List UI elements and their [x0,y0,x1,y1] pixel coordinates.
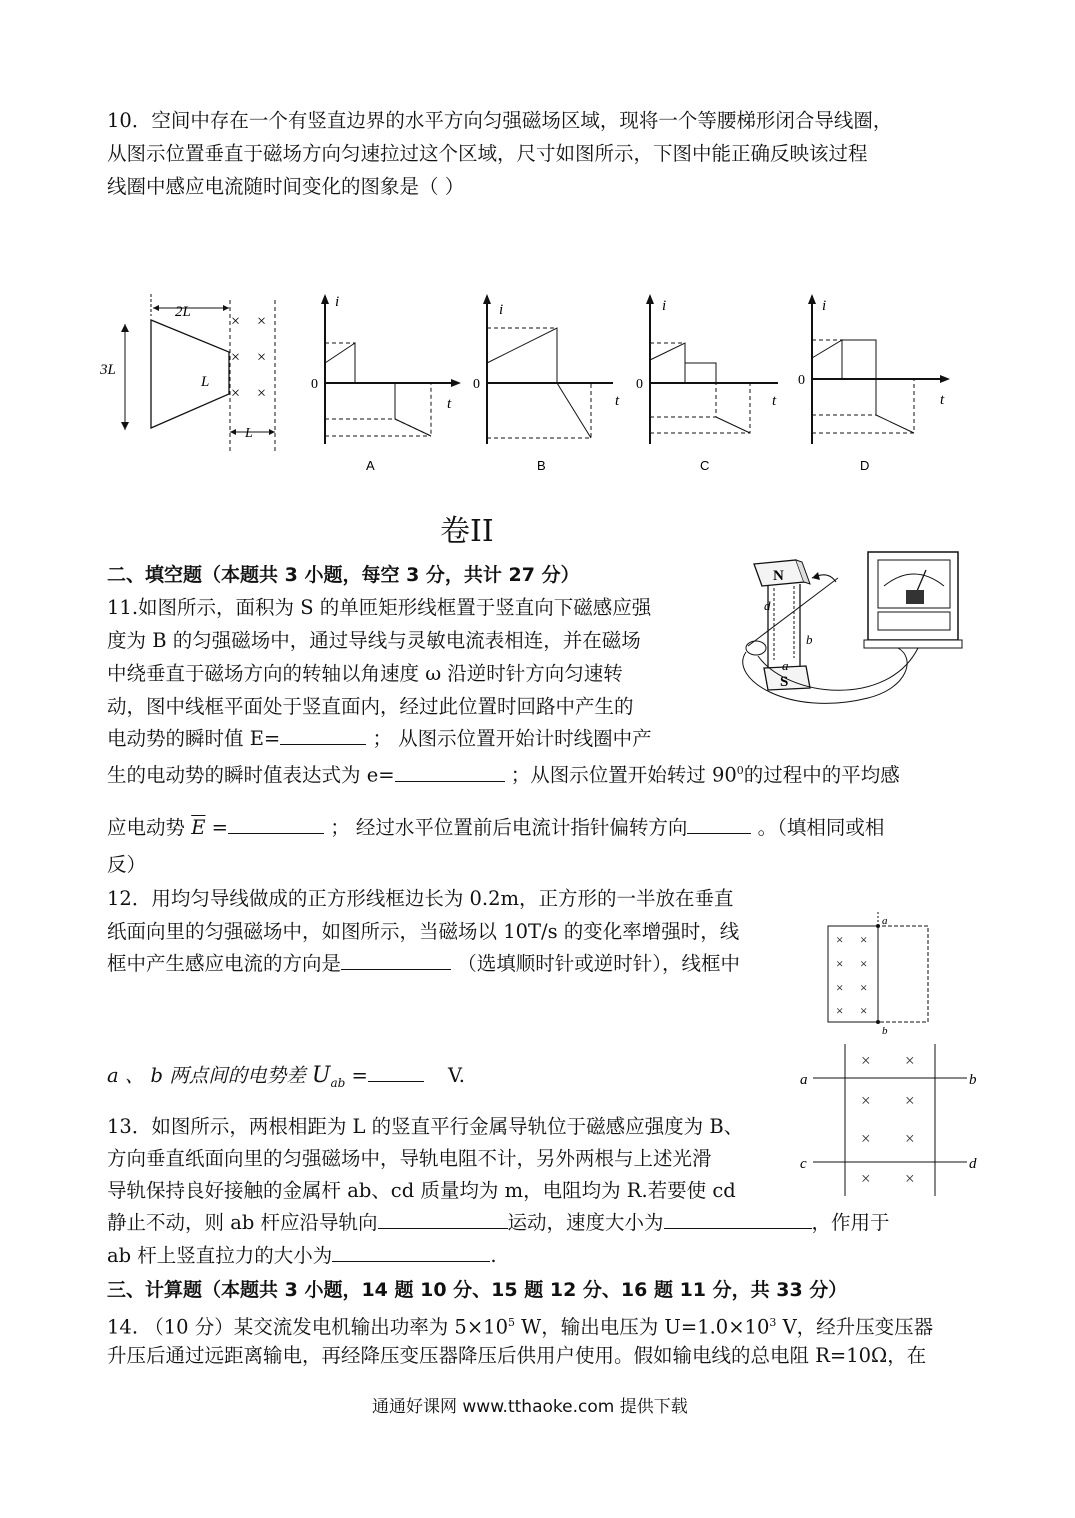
q13-prompt: . [490,1244,497,1267]
cross-mark: × [905,1169,915,1188]
q11-line-3: 中绕垂直于磁场方向的转轴以角速度 ω 沿逆时针方向匀速转 [107,662,623,685]
q12-line-1: 12．用均匀导线做成的正方形线框边长为 0.2m，正方形的一半放在垂直 [107,887,734,910]
q12-prompt: V. [448,1064,465,1087]
q10-line-2: 从图示位置垂直于磁场方向匀速拉过这个区域，尺寸如图所示，下图中能正确反映该过程 [107,142,868,165]
cross-mark: × [257,313,267,330]
graph-option-a [305,292,465,472]
q12-prompt: a 、 b 两点间的电势差 [107,1064,312,1087]
q10-line-3: 线圈中感应电流随时间变化的图象是（ ） [107,175,465,198]
q14-prompt: W，输出电压为 U=1.0×10 [514,1315,770,1339]
rails-figure [795,1040,985,1200]
graph-option-c [630,292,790,472]
q11-line-1: 11.如图所示，面积为 S 的单匝矩形线框置于竖直向下磁感应强 [107,596,652,619]
rod-end-b-label: b [969,1072,977,1088]
axis-i-label: i [335,294,340,310]
generator-galvanometer-figure [728,548,973,723]
page-footer: 通通好课网 www.tthaoke.com 提供下载 [372,1397,688,1417]
south-pole-label: S [780,674,789,690]
q13-prompt: 静止不动，则 ab 杆应沿导轨向 [107,1211,378,1234]
q12-prompt: （选填顺时针或逆时针），线框中 [457,952,740,975]
label-3L: 3L [100,362,116,378]
cross-mark: × [836,980,844,995]
coil-label-d: d [764,598,771,613]
q11-prompt: 的过程中的平均感 [743,763,900,787]
answer-blank[interactable] [341,951,451,970]
q11-prompt: = [205,816,228,839]
answer-blank[interactable] [395,763,505,782]
cross-mark: × [860,956,868,971]
q11-prompt: 。（填相同或相 [757,816,885,839]
cross-mark: × [836,956,844,971]
q13-prompt: 运动，速度大小为 [507,1211,664,1234]
q11-prompt: 电动势的瞬时值 E= [107,727,281,750]
axis-t-label: t [940,392,945,408]
rod-end-c-label: c [800,1156,807,1172]
label-L-bottom: L [245,426,253,441]
q11-line-7 [107,815,884,841]
q13-line-1: 13．如图所示，两根相距为 L 的竖直平行金属导轨位于磁感应强度为 B、 [107,1115,744,1138]
q12-prompt: 框中产生感应电流的方向是 [107,952,342,975]
q13-prompt: ab 杆上竖直拉力的大小为 [107,1244,333,1267]
origin-label: 0 [798,373,805,388]
cross-mark: × [860,932,868,947]
q14-prompt: V，经升压变压器 [776,1315,934,1339]
label-2L: 2L [175,304,191,320]
section-2-heading: 二、填空题（本题共 3 小题，每空 3 分，共计 27 分） [107,564,580,586]
q13-prompt: ，作用于 [811,1211,890,1234]
q11-prompt: ；从图示位置开始转过 90 [510,763,737,787]
superscript: 0 [736,764,744,777]
q11-prompt: 生的电动势的瞬时值表达式为 e= [107,763,395,787]
answer-blank[interactable] [280,726,366,745]
q13-line-2: 方向垂直纸面向里的匀强磁场中，导轨电阻不计，另外两根与上述光滑 [107,1147,712,1170]
q11-line-5 [107,726,652,752]
avg-emf-symbol: $\overline{E}$ [191,816,206,839]
axis-i-label: i [662,298,667,314]
superscript: 5 [507,1316,515,1329]
cross-mark: × [905,1051,915,1070]
q14-line-1 [107,1310,933,1341]
q11-prompt: 应电动势 [107,816,192,839]
axis-t-label: t [615,393,620,409]
section-3-heading: 三、计算题（本题共 3 小题，14 题 10 分、15 题 12 分、16 题 11 分，共 33 分） [107,1279,848,1301]
cross-mark: × [231,385,241,402]
q11-prompt: ； 经过水平位置前后电流计指针偏转方向 [330,816,688,839]
axis-t-label: t [447,396,452,412]
cross-mark: × [231,349,241,366]
cross-mark: × [836,1003,844,1018]
answer-blank[interactable] [368,1063,424,1082]
graph-option-d [790,292,960,472]
q10-line-1: 10．空间中存在一个有竖直边界的水平方向匀强磁场区域，现将一个等腰梯形闭合导线圈， [107,109,893,132]
q12-line-3 [107,951,740,977]
axis-i-label: i [499,302,504,318]
q12-line-2: 纸面向里的匀强磁场中，如图所示，当磁场以 10T/s 的变化率增强时，线 [107,920,740,943]
rod-end-d-label: d [969,1156,977,1172]
q11-line-6 [107,758,900,789]
cross-mark: × [231,313,241,330]
answer-blank[interactable] [687,815,751,834]
option-label: C [700,458,710,473]
answer-blank[interactable] [664,1210,812,1229]
label-L-inner: L [201,374,210,390]
point-b-label: b [882,1025,888,1037]
cross-mark: × [861,1169,871,1188]
coil-label-b: b [806,632,813,647]
graph-option-b [465,292,625,472]
cross-mark: × [861,1051,871,1070]
u-subscript: ab [330,1075,346,1090]
answer-blank[interactable] [378,1210,508,1229]
square-frame-figure [820,912,945,1037]
cross-mark: × [861,1129,871,1148]
cross-mark: × [860,980,868,995]
q13-line-3: 导轨保持良好接触的金属杆 ab、cd 质量均为 m，电阻均为 R.若要使 cd [107,1179,736,1202]
answer-blank[interactable] [332,1243,490,1262]
cross-mark: × [905,1091,915,1110]
q14-prompt: 14. （10 分）某交流发电机输出功率为 5×10 [107,1315,508,1339]
rod-end-a-label: a [800,1072,808,1088]
section-title: 卷II [440,514,494,549]
cross-mark: × [861,1091,871,1110]
q13-line-4 [107,1210,890,1236]
q11-line-2: 度为 B 的匀强磁场中，通过导线与灵敏电流表相连，并在磁场 [107,629,641,652]
option-label: D [860,458,870,473]
cross-mark: × [257,385,267,402]
superscript: 3 [769,1316,777,1329]
option-label: B [537,458,546,473]
trapezoid-coil-figure [95,290,295,460]
q12-line-4 [107,1063,465,1096]
origin-label: 0 [636,377,643,392]
coil-label-a: a [782,658,789,673]
cross-mark: × [860,1003,868,1018]
q11-prompt: ； 从图示位置开始计时线圈中产 [372,727,652,750]
point-a-label: a [882,915,888,927]
axis-t-label: t [772,393,777,409]
q11-line-8: 反） [107,853,147,876]
cross-mark: × [257,349,267,366]
origin-label: 0 [311,377,318,392]
cross-mark: × [905,1129,915,1148]
answer-blank[interactable] [228,815,324,834]
u-symbol: U [311,1063,331,1088]
north-pole-label: N [773,568,784,584]
axis-i-label: i [822,298,827,314]
q13-line-5 [107,1243,497,1269]
q11-line-4: 动，图中线框平面处于竖直面内，经过此位置时回路中产生的 [107,695,634,718]
q14-line-2: 升压后通过远距离输电，再经降压变压器降压后供用户使用。假如输电线的总电阻 R=10Ω，在 [107,1344,927,1367]
q12-prompt: = [345,1064,368,1087]
option-label: A [366,458,375,473]
cross-mark: × [836,932,844,947]
origin-label: 0 [473,377,480,392]
